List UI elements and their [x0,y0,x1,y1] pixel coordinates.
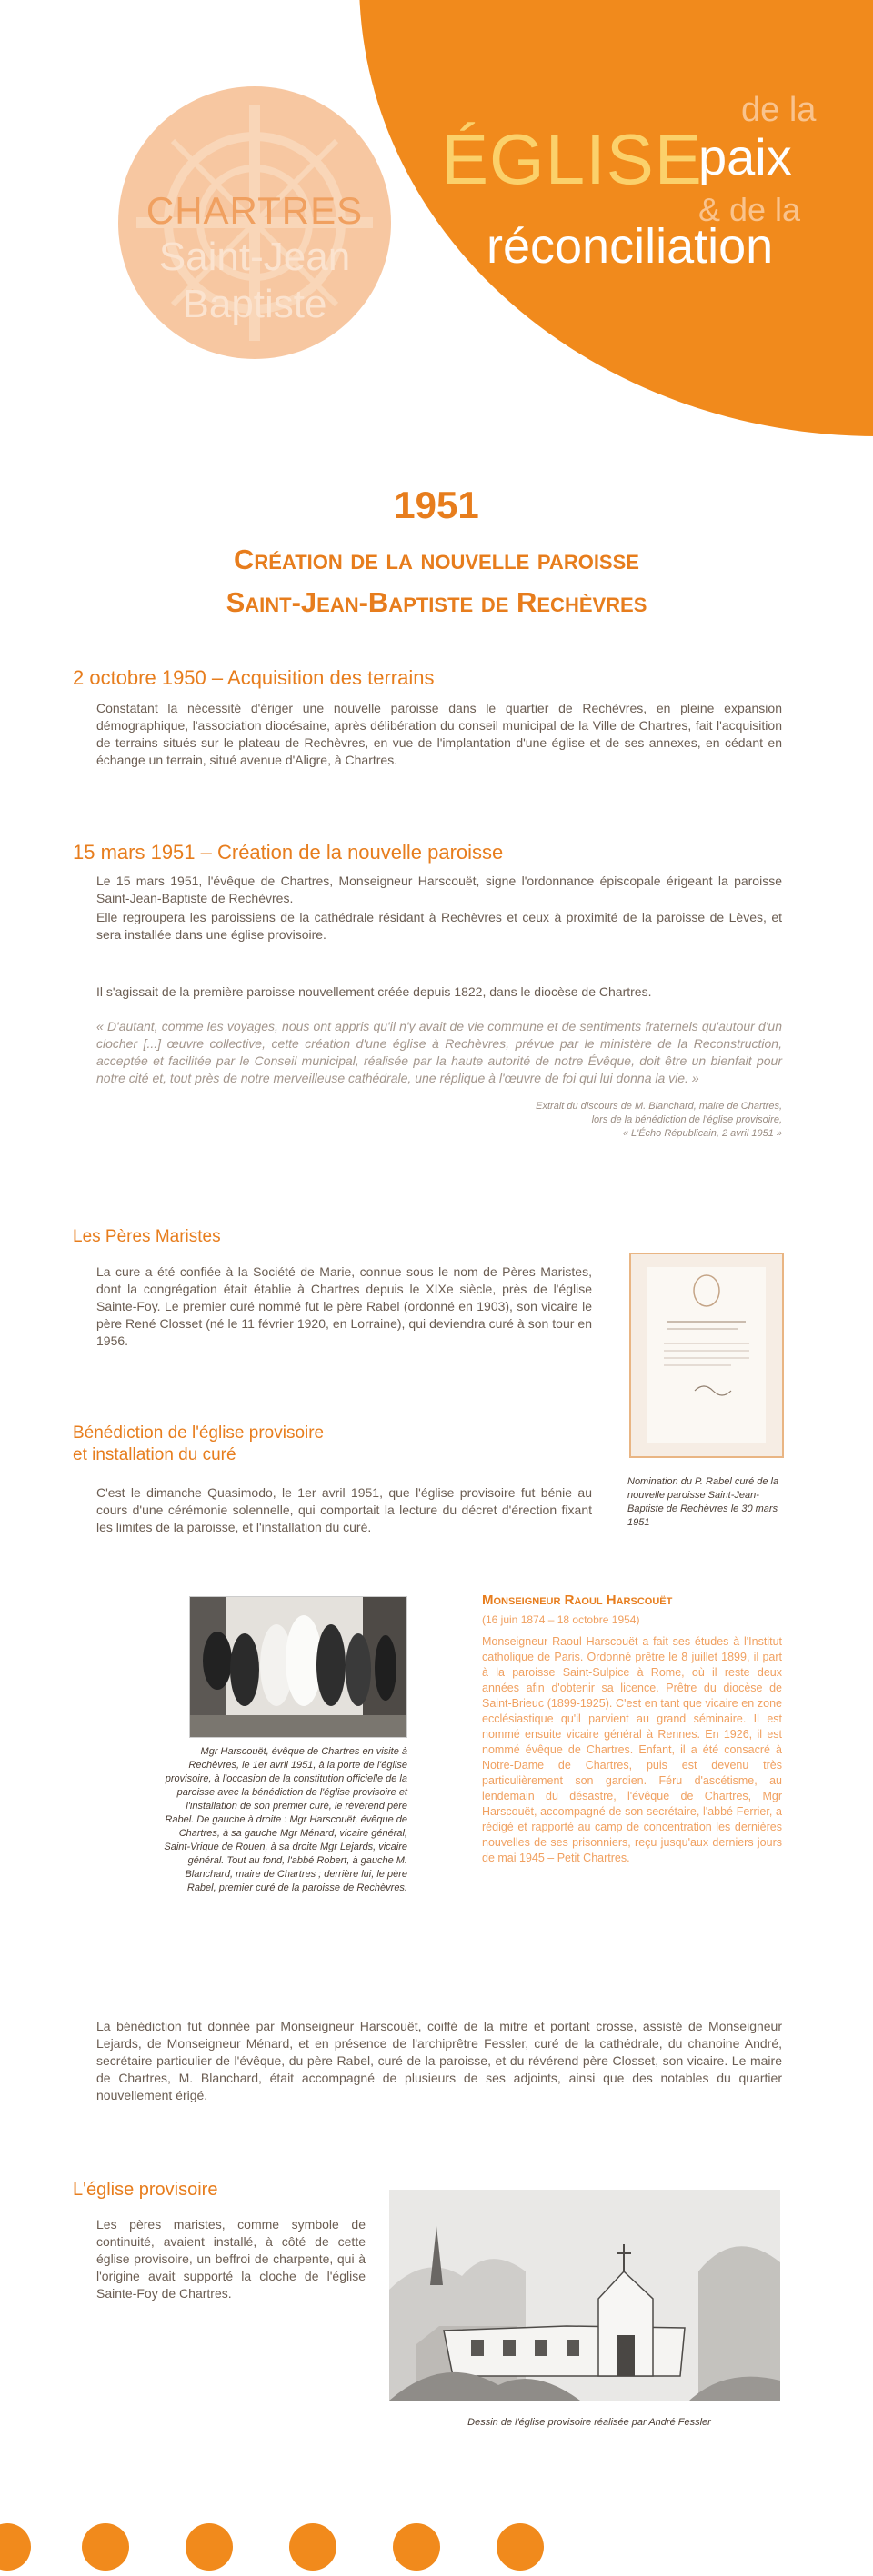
church-drawing [389,2190,780,2401]
document-icon [631,1254,782,1456]
decorative-dot-4 [289,2523,336,2571]
section-maristes-text: La cure a été confiée à la Société de Marie, connue sous le nom de Pères Maristes, dont la congrégation était établie à Chartres depuis le XIXe siècle, près de l'église Sainte-Foy. Le premier curé nommé fut le père Rabel (ordonné en 1903), son vicaire le père René Closset (né le 11 février 1920, en Lorraine), qui deviendra curé à son tour en 1956. [96,1264,592,1348]
section-creation-text-3: Il s'agissait de la première paroisse nouvellement créée depuis 1822, dans le diocèse de Chartres. [96,984,652,999]
section-maristes-heading: Les Pères Maristes [73,1227,221,1246]
section-acquisition-heading: 2 octobre 1950 – Acquisition des terrains [73,666,435,689]
church-drawing-icon [389,2190,780,2401]
title-de-la-2: & de la [698,191,801,228]
logo-line-chartres: CHARTRES [146,189,364,232]
page-title-line2: Saint-Jean-Baptiste de Rechèvres [226,586,647,618]
logo-line-saint-jean: Saint-Jean [158,235,351,279]
page-title-line1: Création de la nouvelle paroisse [234,544,639,575]
decorative-dot-2 [82,2523,129,2571]
quote-source-3: « L'Écho Républicain, 2 avril 1951 » [622,1128,782,1139]
title-eglise: ÉGLISE [441,119,703,199]
section-benediction-heading-2: et installation du curé [73,1445,236,1464]
benediction-details-text: La bénédiction fut donnée par Monseigneur Harscouët, coiffé de la mitre et portant crosse, assisté de Monseigneur Lejards, de Monseigneur Ménard, et en présence de l'archiprêtre Fessler, curé de la cathédrale, du chanoine André, secrétaire particulier de l'évêque, du père Rabel, curé de la paroisse, et du révérend père Closset, son vicaire. Le maire de Chartres, M. Blanchard, était accompagné de plusieurs de ses adjoints, ainsi que des notables du quartier nouvellement érigé. [96,2019,782,2102]
decorative-dot-1 [0,2523,31,2571]
section-benediction-text: C'est le dimanche Quasimodo, le 1er avril 1951, que l'église provisoire fut bénie au cours d'une cérémonie solennelle, qui comportait la lecture du décret d'érection fixant les limites de la paroisse, et l'installation du curé. [96,1485,592,1534]
section-creation-heading: 15 mars 1951 – Création de la nouvelle paroisse [73,841,504,864]
church-drawing-caption: Dessin de l'église provisoire réalisée par André Fessler [467,2417,711,2428]
section-eglise-provisoire-heading: L'église provisoire [73,2180,218,2200]
decorative-dot-6 [497,2523,544,2571]
decorative-dot-3 [186,2523,233,2571]
section-benediction-heading-1: Bénédiction de l'église provisoire [73,1423,325,1443]
bio-text: Monseigneur Raoul Harscouët a fait ses études à l'Institut catholique de Paris. Ordonné prêtre le 8 juillet 1899, il part à la paroisse Saint-Sulpice à Rome, où il reste deux années afin d'obtenir sa licence. Prêtre du diocèse de Saint-Brieuc (1899-1925). C'est en tant que vicaire en zone ecclésiastique qu'il parvient au grand séminaire. Il est nommé ensuite vicaire général à Rennes. En 1926, il est nommé évêque de Chartres. Enfant, il a été consacré à Notre-Dame de Chartres, puis est devenu très particulièrement son gardien. Féru d'ascétisme, au lendemain du désastre, l'évêque de Chartres, Mgr Harscouët, accompagné de son secrétaire, l'abbé Ferrier, a rédigé et rapporté au camp de concentration les dernières nouvelles de ses prisonniers, reçu jusqu'aux derniers jours de mai 1945 – Petit Chartres. [482,1635,782,1864]
section-creation-text-2: Elle regroupera les paroissiens de la cathédrale résidant à Rechèvres et ceux à proximité de la paroisse de Lèves, et sera installée dans une église provisoire. [96,910,782,942]
quote-source-1: Extrait du discours de M. Blanchard, maire de Chartres, [536,1101,782,1112]
nomination-document [629,1253,784,1458]
section-creation-text-1: Le 15 mars 1951, l'évêque de Chartres, Monseigneur Harscouët, signe l'ordonnance épiscopale érigeant la paroisse Saint-Jean-Baptiste de Rechèvres. [96,874,782,905]
title-de-la-1: de la [741,91,817,129]
section-eglise-provisoire-text: Les pères maristes, comme symbole de continuité, avaient installé, à côté de cette église provisoire, un beffroi de charpente, qui à l'origine avait supporté la cloche de l'église Sainte-Foy de Chartres. [96,2217,366,2301]
mayor-quote: « D'autant, comme les voyages, nous ont appris qu'il n'y avait de vie commune et de sentiments fraternels qu'autour d'un clocher [...] œuvre collective, cette création d'une église à Rechèvres, prévue par le ministère de la Reconstruction, acceptée et facilitée par le Conseil municipal, réalisée par la haute autorité de notre Évêque, doit être un bienfait pour notre cité et, tout près de notre merveilleuse cathédrale, une réplique à l'œuvre de foi qui lui donna la vie. » [96,1019,782,1085]
bio-dates: (16 juin 1874 – 18 octobre 1954) [482,1613,640,1626]
title-reconciliation: réconciliation [487,219,774,274]
decorative-dot-5 [393,2523,440,2571]
ceremony-photo-icon [190,1597,406,1737]
bio-name: Monseigneur Raoul Harscouët [482,1593,673,1608]
section-acquisition-text: Constatant la nécessité d'ériger une nouvelle paroisse dans le quartier de Rechèvres, en pleine expansion démographique, l'association diocésaine, après délibération du conseil municipal de la Ville de Chartres, fait l'acquisition de terrains situés sur le plateau de Rechèvres, en vue de l'implantation d'une église et de ses annexes, en cédant en échange un terrain, situé avenue d'Aligre, à Chartres. [96,701,782,767]
benediction-photo [189,1596,407,1738]
ceremony-photo-caption: Mgr Harscouët, évêque de Chartres en visite à Rechèvres, le 1er avril 1951, à la porte de l'église provisoire, à l'occasion de la constitution officielle de la paroisse avec la bénédiction de l'église provisoire et l'installation de son premier curé, le révérend père Rabel. De gauche à droite : Mgr Harscouët, évêque de Chartres, à sa gauche Mgr Ménard, vicaire général, Saint-Vrique de Rouen, à sa droite Mgr Lejards, vicaire général. Tout au fond, l'abbé Robert, à gauche M. Blanchard, maire de Chartres ; derrière lui, le père Rabel, premier curé de la paroisse de Rechèvres. [164,1746,407,1893]
page-year: 1951 [394,484,479,526]
quote-source-2: lors de la bénédiction de l'église provisoire, [591,1114,782,1125]
title-paix: paix [698,128,792,185]
document-caption: Nomination du P. Rabel curé de la nouvelle paroisse Saint-Jean-Baptiste de Rechèvres le 30 mars 1951 [627,1476,779,1528]
logo-line-baptiste: Baptiste [182,282,327,326]
